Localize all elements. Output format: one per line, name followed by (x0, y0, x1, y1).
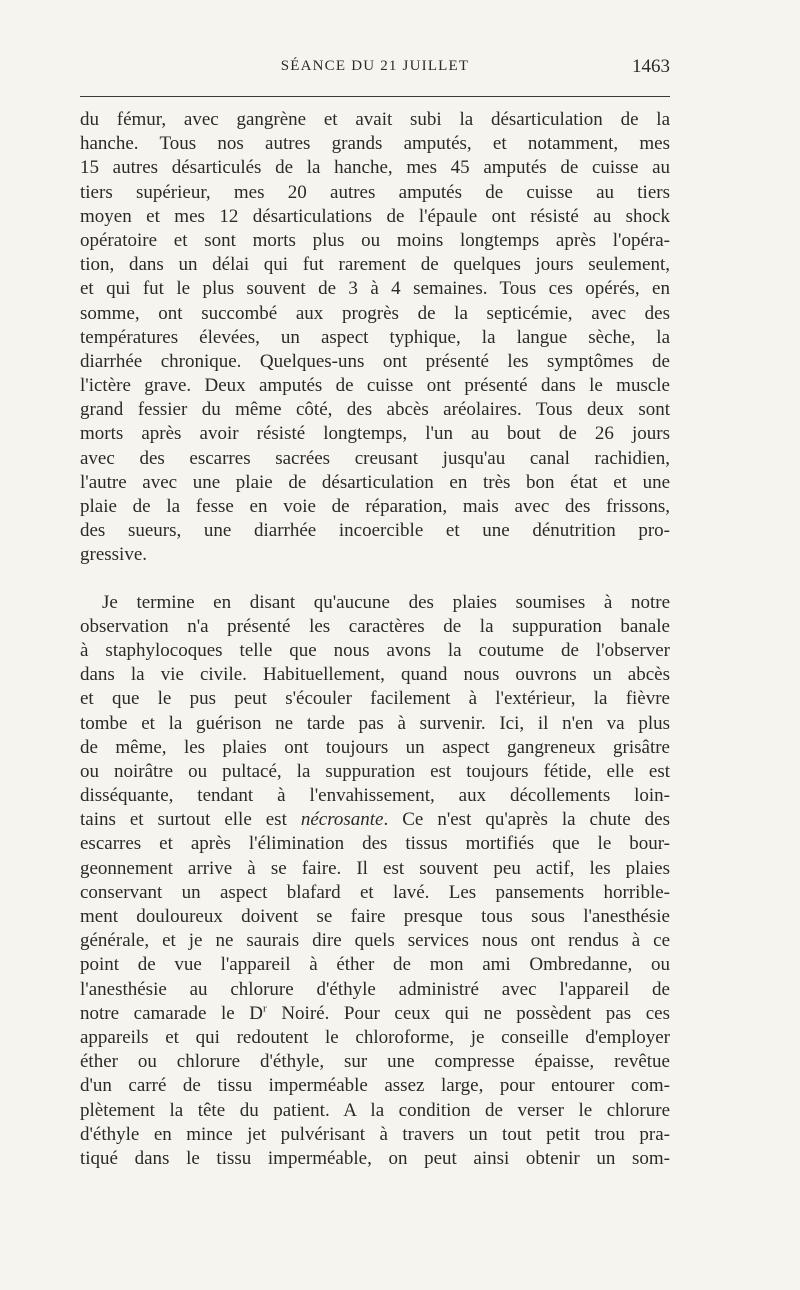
text-line: et que le pus peut s'écouler facilement à l'extérieur, la fièvre (80, 688, 670, 710)
text-line: plètement la tête du patient. A la condition de verser le chlorure (80, 1099, 670, 1121)
text-segment: Noiré. Pour ceux qui ne possèdent pas ces (266, 1002, 670, 1024)
superscript-text: r (263, 1002, 267, 1015)
text-line: l'autre avec une plaie de désarticulation en très bon état et une (80, 471, 670, 493)
text-segment: tains et surtout elle est (80, 809, 301, 831)
page-number: 1463 (632, 56, 670, 77)
text-line: et qui fut le plus souvent de 3 à 4 semaines. Tous ces opérés, en (80, 278, 670, 300)
paragraph-2 (80, 591, 670, 1172)
text-line: observation n'a présenté les caractères de la suppuration banale (80, 615, 670, 637)
text-line: dans la vie civile. Habituellement, quand nous ouvrons un abcès (80, 664, 670, 686)
text-line (80, 1002, 670, 1026)
text-line: éther ou chlorure d'éthyle, sur une compresse épaisse, revêtue (80, 1051, 670, 1073)
text-line: tiers supérieur, mes 20 autres amputés de cuisse au tiers (80, 181, 670, 203)
text-line: des sueurs, une diarrhée incoercible et une dénutrition pro- (80, 520, 670, 542)
text-line: ou noirâtre ou pultacé, la suppuration est toujours fétide, elle est (80, 760, 670, 782)
text-line: morts après avoir résisté longtemps, l'un au bout de 26 jours (80, 423, 670, 445)
text-line: l'anesthésie au chlorure d'éthyle administré avec l'appareil de (80, 978, 670, 1000)
text-line: plaie de la fesse en voie de réparation, mais avec des frissons, (80, 496, 670, 517)
text-line: moyen et mes 12 désarticulations de l'épaule ont résisté au shock (80, 205, 670, 227)
text-line: disséquante, tendant à l'envahissement, aux décollements loin- (80, 785, 670, 807)
text-line: du fémur, avec gangrène et avait subi la désarticulation de la (80, 109, 670, 130)
text-line: escarres et après l'élimination des tissus mortifiés que le bour- (80, 833, 670, 855)
running-head: SÉANCE DU 21 JUILLET (280, 58, 470, 74)
emphasis-text: nécrosante (300, 809, 384, 831)
text-line: somme, ont succombé aux progrès de la septicémie, avec des (80, 302, 670, 324)
text-line: tombe et la guérison ne tarde pas à survenir. Ici, il n'en va plus (80, 712, 670, 734)
text-segment: . Ce n'est qu'après la chute des (383, 809, 670, 831)
text-line: températures élevées, un aspect typhique, la langue sèche, la (80, 326, 670, 348)
text-line: point de vue l'appareil à éther de mon ami Ombredanne, ou (80, 954, 670, 976)
paragraph-1 (80, 108, 670, 568)
text-line: avec des escarres sacrées creusant jusqu'au canal rachidien, (80, 447, 670, 469)
text-segment: notre camarade le D (80, 1002, 264, 1024)
text-line (80, 808, 670, 832)
body-text (80, 108, 670, 1171)
text-line: opératoire et sont morts plus ou moins longtemps après l'opéra- (80, 229, 670, 251)
text-line: de même, les plaies ont toujours un aspect gangreneux grisâtre (80, 736, 670, 758)
text-line: Je termine en disant qu'aucune des plaies soumises à notre (102, 591, 670, 613)
paragraph-gap (80, 568, 670, 591)
header-rule (80, 96, 670, 97)
text-line: geonnement arrive à se faire. Il est souvent peu actif, les plaies (80, 857, 670, 879)
text-line: ment douloureux doivent se faire presque tous sous l'anesthésie (80, 906, 670, 927)
text-line: gressive. (80, 544, 148, 566)
text-line: d'un carré de tissu imperméable assez large, pour entourer com- (80, 1075, 670, 1097)
text-line: tion, dans un délai qui fut rarement de quelques jours seulement, (80, 254, 670, 276)
text-line: diarrhée chronique. Quelques-uns ont présenté les symptômes de (80, 350, 670, 372)
page-header (80, 58, 670, 84)
text-line: l'ictère grave. Deux amputés de cuisse ont présenté dans le muscle (80, 375, 670, 397)
text-line: générale, et je ne saurais dire quels services nous ont rendus à ce (80, 930, 670, 952)
text-line: à staphylocoques telle que nous avons la coutume de l'observer (80, 639, 670, 661)
text-line: d'éthyle en mince jet pulvérisant à travers un tout petit trou pra- (80, 1123, 670, 1145)
text-line: grand fessier du même côté, des abcès aréolaires. Tous deux sont (80, 399, 670, 421)
text-line: conservant un aspect blafard et lavé. Les pansements horrible- (80, 881, 670, 903)
text-line: 15 autres désarticulés de la hanche, mes 45 amputés de cuisse au (80, 157, 670, 179)
text-line: appareils et qui redoutent le chloroforme, je conseille d'employer (80, 1026, 670, 1048)
text-line: tiqué dans le tissu imperméable, on peut ainsi obtenir un som- (80, 1147, 670, 1169)
text-line: hanche. Tous nos autres grands amputés, et notamment, mes (80, 133, 670, 155)
